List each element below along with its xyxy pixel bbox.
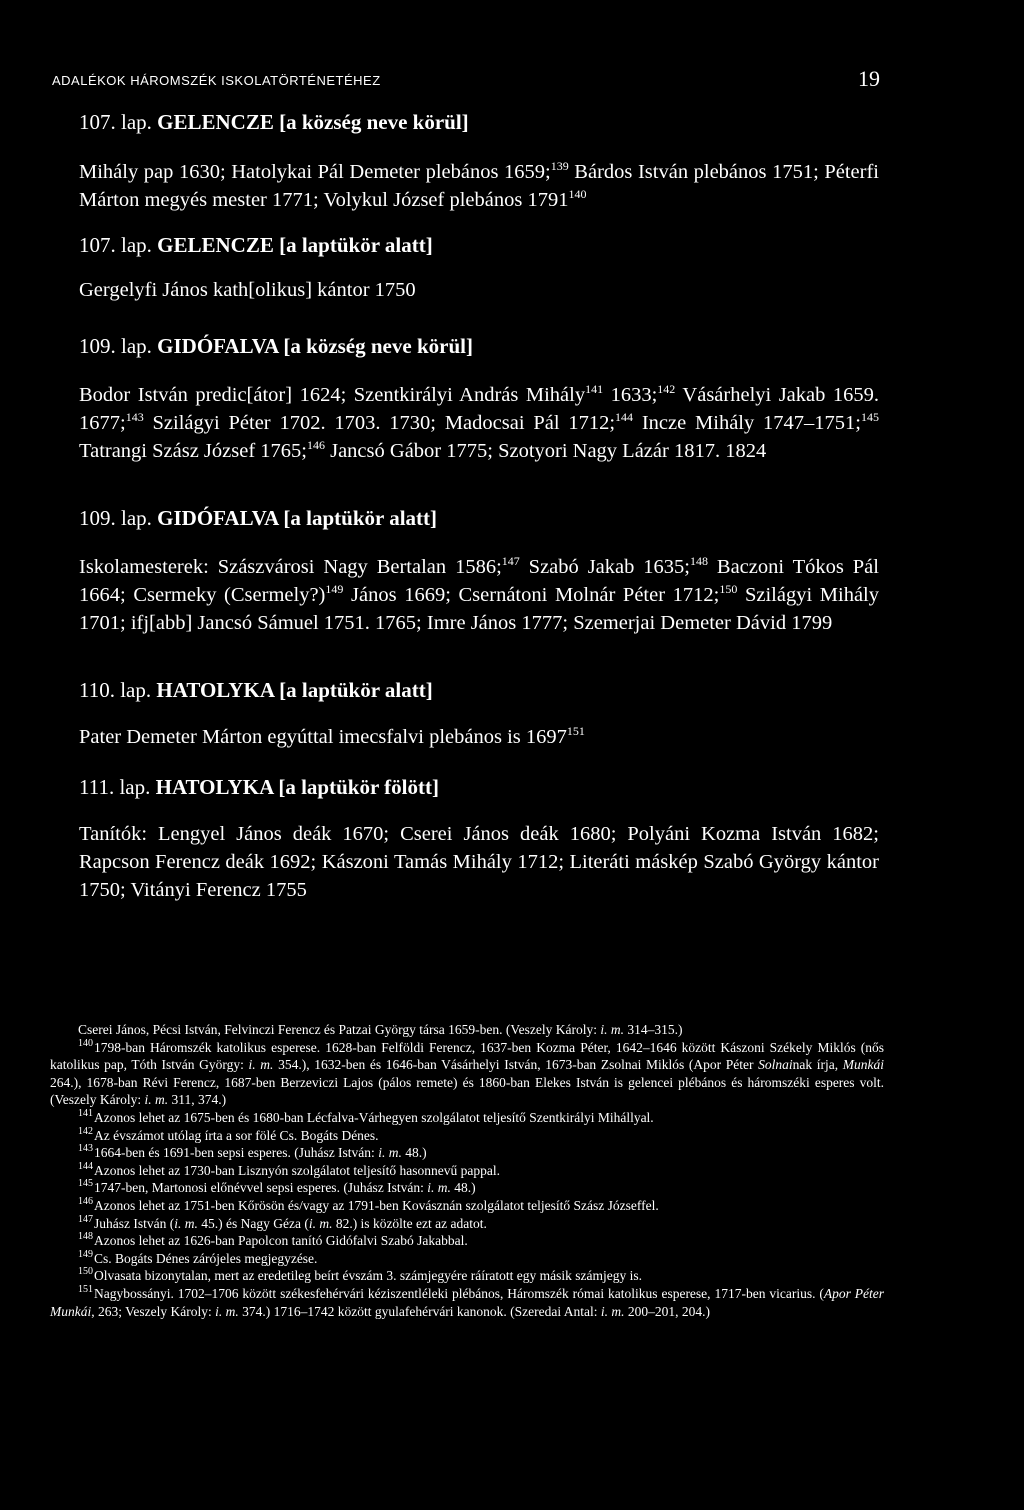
footnote-number: 146 [78, 1195, 93, 1207]
section-heading: 107. lap. GELENCZE [a község neve körül] [79, 110, 469, 134]
footnote-ref: 139 [550, 159, 569, 173]
footnote-ref: 140 [568, 187, 587, 201]
running-title: ADALÉKOK HÁROMSZÉK ISKOLATÖRTÉNETÉHEZ [52, 73, 381, 88]
section-hatolyka-2 [79, 774, 879, 904]
section-heading: 110. lap. HATOLYKA [a laptükör alatt] [79, 678, 433, 702]
footnote: $^{150}$Olvasata bizonytalan, mert az eredetileg beírt évszám 3. számjegyére ráíratott egy másik számjegy is. [78, 1266, 643, 1284]
page-number: 19 [858, 66, 880, 91]
footnote-ref: 141 [585, 382, 604, 396]
section-heading: 111. lap. HATOLYKA [a laptükör fölött] [79, 775, 439, 799]
footnote-ref: 144 [615, 410, 634, 424]
footnote-number: 142 [78, 1125, 93, 1137]
footnote-ref: 143 [125, 410, 144, 424]
footnote: $^{149}$Cs. Bogáts Dénes zárójeles megjegyzése. [78, 1248, 318, 1266]
section-text: Pater Demeter Márton egyúttal imecsfalvi plebános is 1697$^{151}$ [79, 724, 585, 748]
footnote-number: 150 [78, 1266, 93, 1278]
section-heading: 109. lap. GIDÓFALVA [a laptükör alatt] [79, 506, 438, 530]
section-gidofalva-2 [79, 505, 879, 637]
section-text: Gergelyfi János kath[olikus] kántor 1750 [79, 279, 416, 301]
footnote-ref: 146 [306, 438, 325, 452]
footnote: $^{146}$Azonos lehet az 1751-ben Kőrösön és/vagy az 1791-ben Kovásznán szolgálatot teljesítő Szász Józseffel. [78, 1195, 659, 1213]
section-gidofalva-1 [79, 333, 879, 465]
footnote: $^{151}$Nagybossányi. 1702–1706 között székesfehérvári kéziszentléleki plébános, Háromszék római katolikus esperese, 1717-ben vicarius. (Apor Péter Munkái, 263; Veszely Károly: i. m. 374.) 1716–1742 között gyulafehérvári kanonok. (Szeredai Antal: i. m. 200–201, 204.) [50, 1283, 884, 1319]
footnote-number: 151 [78, 1283, 93, 1295]
section-text: Tanítók: Lengyel János deák 1670; Cserei János deák 1680; Polyáni Kozma István 1682; Rapcson Ferencz deák 1692; Kászoni Tamás Mihály 1712; Literáti máskép Szabó György kántor 1750; Vitányi Ferencz 1755 [79, 823, 879, 901]
footnote-ref: 150 [719, 582, 738, 596]
footnotes [50, 1021, 884, 1320]
footnote: $^{143}$1664-ben és 1691-ben sepsi esperes. (Juhász István: i. m. 48.) [78, 1143, 427, 1161]
section-text: Bodor István predic[átor] 1624; Szentkirályi András Mihály$^{141}$ 1633;$^{142}$ Vásárhelyi Jakab 1659. 1677;$^{143}$ Szilágyi Péter 1702. 1703. 1730; Madocsai Pál 1712;$^{144}$ Incze Mihály 1747–1751;$^{145}$ Tatrangi Szász József 1765;$^{146}$ Jancsó Gábor 1775; Szotyori Nagy Lázár 1817. 1824 [79, 382, 880, 462]
footnote-ref: 145 [861, 410, 879, 424]
footnote-ref: 147 [501, 554, 520, 568]
section-hatolyka-1 [79, 677, 879, 751]
section-heading: 107. lap. GELENCZE [a laptükör alatt] [79, 233, 433, 257]
footnote-ref: 148 [689, 554, 708, 568]
footnote-number: 144 [78, 1160, 93, 1172]
footnote-ref: 142 [657, 382, 676, 396]
footnote: $^{145}$1747-ben, Martonosi előnévvel sepsi esperes. (Juhász István: i. m. 48.) [78, 1178, 476, 1196]
footnote: $^{141}$Azonos lehet az 1675-ben és 1680-ban Lécfalva-Várhegyen szolgálatot teljesítő Szentkirályi Mihállyal. [78, 1107, 654, 1125]
footnote: $^{142}$Az évszámot utólag írta a sor fölé Cs. Bogáts Dénes. [78, 1125, 379, 1143]
footnote: Cserei János, Pécsi István, Felvinczi Ferencz és Patzai György társa 1659-ben. (Veszely Károly: i. m. 314–315.) [78, 1022, 683, 1037]
footnote-number: 149 [78, 1248, 93, 1260]
footnote-ref: 149 [325, 582, 344, 596]
footnote-number: 147 [78, 1213, 93, 1225]
section-text: Mihály pap 1630; Hatolykai Pál Demeter plebános 1659;$^{139}$ Bárdos István plebános 1751; Péterfi Márton megyés mester 1771; Volykul József plebános 1791$^{140}$ [79, 159, 880, 211]
footnote: $^{140}$1798-ban Háromszék katolikus esperese. 1628-ban Felföldi Ferencz, 1637-ben Kozma Péter, 1642–1646 között Kászoni Székely Miklós (nős katolikus pap, Tóth István György: i. m. 354.), 1632-ben és 1646-ban Vásárhelyi István, 1673-ban Zsolnai Miklós (Apor Péter Solnainak írja, Munkái 264.), 1678-ban Révi Ferencz, 1687-ben Berzeviczi Lajos (pálos remete) és 1860-ban Elekes István is gelencei plébános és háromszéki esperes volt. (Veszely Károly: i. m. 311, 374.) [50, 1037, 884, 1108]
footnote-ref: 151 [566, 724, 585, 738]
footnote: $^{144}$Azonos lehet az 1730-ban Lisznyón szolgálatot teljesítő hasonnevű pappal. [78, 1160, 501, 1178]
section-heading: 109. lap. GIDÓFALVA [a község neve körül] [79, 334, 473, 358]
section-gelencze-1 [79, 109, 879, 214]
footnote-number: 143 [78, 1143, 93, 1155]
footnote: $^{147}$Juhász István (i. m. 45.) és Nagy Géza (i. m. 82.) is közölte ezt az adatot. [78, 1213, 487, 1231]
footnote-number: 140 [78, 1037, 93, 1049]
footnote-number: 145 [78, 1178, 93, 1190]
section-text: Iskolamesterek: Szászvárosi Nagy Bertalan 1586;$^{147}$ Szabó Jakab 1635;$^{148}$ Baczoni Tókos Pál 1664; Csermeky (Csermely?)$^{149}$ János 1669; Csernátoni Molnár Péter 1712;$^{150}$ Szilágyi Mihály 1701; ifj[abb] Jancsó Sámuel 1751. 1765; Imre János 1777; Szemerjai Demeter Dávid 1799 [79, 554, 880, 634]
footnote-number: 148 [78, 1231, 93, 1243]
section-gelencze-2 [79, 232, 879, 304]
footnote-number: 141 [78, 1107, 93, 1119]
footnote: $^{148}$Azonos lehet az 1626-ban Papolcon tanító Gidófalvi Szabó Jakabbal. [78, 1231, 468, 1249]
